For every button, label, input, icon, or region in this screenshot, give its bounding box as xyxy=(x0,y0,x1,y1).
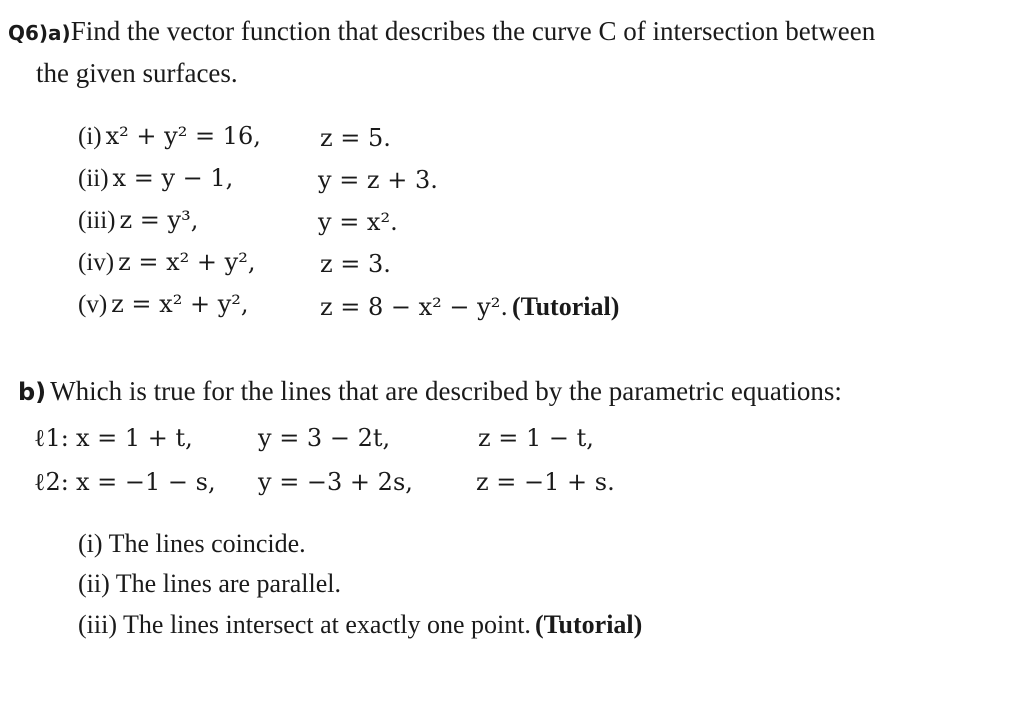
pair-number: (iii) xyxy=(78,207,116,234)
option-item: (i) The lines coincide. xyxy=(78,529,306,558)
question-a-text: Find the vector function that describes the curve C of intersection between xyxy=(70,16,876,46)
line-name: ℓ2: xyxy=(34,468,69,496)
pair-left-equation: x² + y² = 16, xyxy=(105,122,261,150)
question-a-text-cont: the given surfaces. xyxy=(36,58,238,88)
pair-row xyxy=(78,122,261,151)
tutorial-tag: (Tutorial) xyxy=(511,292,620,321)
pair-left-equation: z = x² + y², xyxy=(118,248,256,276)
pair-right-equation: z = 8 − x² − y². xyxy=(320,293,508,321)
line-z-equation: z = 1 − t, xyxy=(478,424,594,452)
pair-row-right xyxy=(320,292,619,322)
line-name: ℓ1: xyxy=(34,424,69,452)
pair-row xyxy=(78,206,198,235)
pair-right-equation: z = 5. xyxy=(320,124,391,152)
pair-row xyxy=(78,290,249,319)
pair-number: (i) xyxy=(78,123,102,150)
line-y-equation: y = 3 − 2t, xyxy=(258,424,391,452)
question-a-label: Q6)a) xyxy=(8,21,71,45)
option-item: (iii) The lines intersect at exactly one point. xyxy=(78,610,531,639)
pair-row xyxy=(78,248,255,277)
pair-number: (v) xyxy=(78,291,108,318)
pair-number: (iv) xyxy=(78,249,115,276)
line-x-equation: x = 1 + t, xyxy=(76,424,193,452)
question-b-line xyxy=(18,376,842,407)
pair-row xyxy=(78,164,233,193)
option-item-row xyxy=(78,610,642,640)
line-z-equation: z = −1 + s. xyxy=(476,468,615,496)
pair-right-equation: y = x². xyxy=(318,208,398,236)
line-y-equation: y = −3 + 2s, xyxy=(258,468,413,496)
option-item: (ii) The lines are parallel. xyxy=(78,569,342,598)
pair-right-equation: z = 3. xyxy=(320,250,391,278)
pair-number: (ii) xyxy=(78,165,109,192)
pair-left-equation: z = x² + y², xyxy=(111,290,249,318)
pair-left-equation: x = y − 1, xyxy=(112,164,234,192)
pair-left-equation: z = y³, xyxy=(119,206,199,234)
question-b-text: Which is true for the lines that are described by the parametric equations: xyxy=(50,376,842,406)
question-a-line1 xyxy=(8,16,875,47)
tutorial-tag: (Tutorial) xyxy=(534,610,643,639)
question-b-label: b) xyxy=(18,378,47,406)
line-x-equation: x = −1 − s, xyxy=(76,468,216,496)
pair-right-equation: y = z + 3. xyxy=(318,166,438,194)
